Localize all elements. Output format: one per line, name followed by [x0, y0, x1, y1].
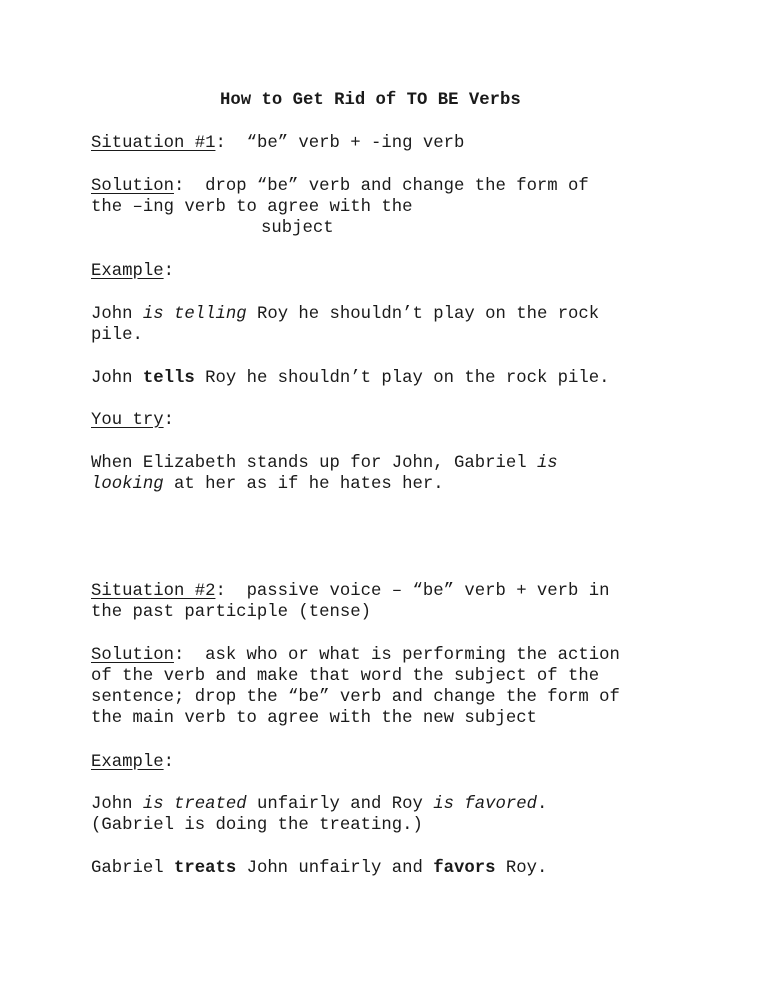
try-colon: : [163, 411, 174, 430]
example-after-text-b: Roy he shouldn’t play on the rock pile. [194, 369, 610, 388]
solution-2-label: Solution [91, 646, 174, 665]
situation-1-label: Situation #1 [91, 134, 216, 153]
ex2-text-c: . [536, 795, 548, 814]
situation-1-description: “be” verb + -ing verb [246, 134, 465, 153]
ex2-text-a: John [91, 795, 143, 814]
try-text-b: at her as if he hates her. [163, 475, 444, 494]
ex2-after-c: Roy. [495, 859, 548, 878]
ex2-italic-b: is favored [433, 795, 537, 814]
solution-1-text: : drop “be” verb and change the form of [173, 177, 589, 196]
example-before-italic: is telling [142, 305, 247, 324]
ex2-after-bold-a: treats [173, 859, 237, 878]
situation-1-example-after [91, 368, 610, 389]
situation-1-example-before-line1 [91, 304, 599, 325]
situation-2-label: Situation #2 [91, 582, 216, 601]
situation-2-description: : passive voice – “be” verb + verb in [215, 582, 610, 601]
situation-2-heading-line1 [91, 581, 610, 602]
situation-1-try-line2 [91, 474, 444, 495]
situation-2-example-line1 [91, 794, 547, 815]
situation-1-try-heading [91, 410, 174, 431]
situation-1-solution-line1 [91, 176, 589, 197]
ex2-text-b: unfairly and Roy [246, 795, 434, 814]
situation-2-solution-line1 [91, 645, 620, 666]
situation-1-solution-line3: subject [261, 219, 334, 238]
example-1-label: Example [91, 262, 164, 281]
solution-2-text: : ask who or what is performing the action [173, 646, 620, 665]
page-title: How to Get Rid of TO BE Verbs [220, 91, 521, 110]
situation-1-try-line1 [91, 453, 558, 474]
try-italic-a: is [536, 454, 558, 473]
try-text-a: When Elizabeth stands up for John, Gabriel [91, 454, 537, 473]
example-2-label: Example [91, 753, 164, 772]
example-after-text-a: John [91, 369, 143, 388]
example-before-text-a: John [91, 305, 143, 324]
situation-2-example-after [91, 858, 547, 879]
ex2-after-bold-b: favors [433, 859, 496, 878]
ex2-after-b: John unfairly and [236, 859, 434, 878]
example-after-bold: tells [142, 369, 195, 388]
situation-1-solution-line2: the –ing verb to agree with the [91, 198, 413, 217]
situation-2-example-line2: (Gabriel is doing the treating.) [91, 816, 423, 835]
example-2-colon: : [163, 753, 174, 772]
ex2-after-a: Gabriel [91, 859, 174, 878]
situation-1-spacer [226, 134, 247, 153]
situation-2-solution-line2: of the verb and make that word the subject of the [91, 667, 600, 686]
situation-1-heading [91, 133, 464, 154]
situation-2-solution-line3: sentence; drop the “be” verb and change the form of [91, 688, 620, 707]
situation-1-example-before-line2: pile. [91, 326, 143, 345]
situation-2-example-heading [91, 752, 174, 773]
example-before-text-b: Roy he shouldn’t play on the rock [246, 305, 600, 324]
situation-2-heading-line2: the past participle (tense) [91, 603, 372, 622]
situation-1-colon: : [215, 134, 226, 153]
example-1-colon: : [163, 262, 174, 281]
situation-1-example-heading [91, 261, 174, 282]
try-label: You try [91, 411, 164, 430]
try-italic-b: looking [91, 475, 164, 494]
solution-1-label: Solution [91, 177, 174, 196]
ex2-italic-a: is treated [142, 795, 247, 814]
situation-2-solution-line4: the main verb to agree with the new subject [91, 709, 537, 728]
